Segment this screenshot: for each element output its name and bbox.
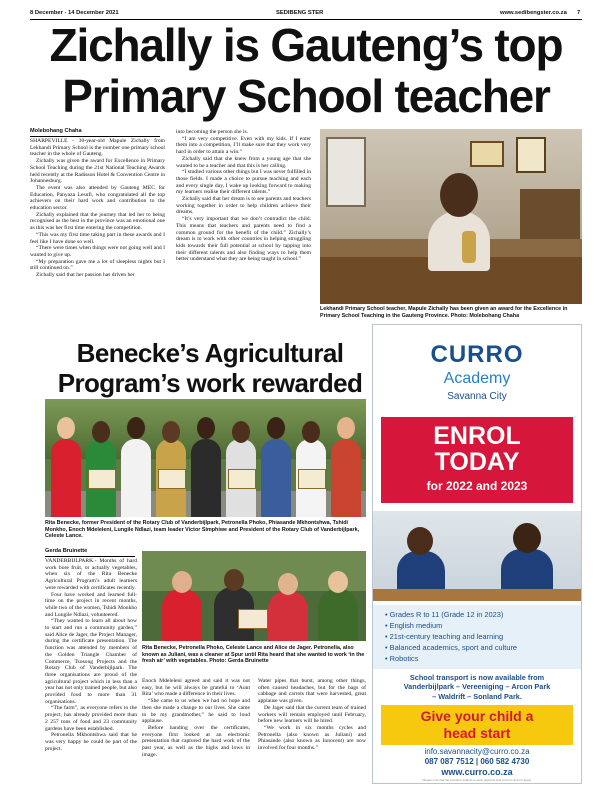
paragraph: Zichally said that she knew from a young age that she wanted to be a teacher and that this is her calling.	[176, 155, 311, 169]
ad-bullet-text: Robotics	[389, 654, 419, 663]
ad-website[interactable]: www.curro.co.za	[441, 767, 513, 777]
ad-fineprint: Please note that the brochure subject to early payment and Curro ts and c’s apply.	[422, 778, 532, 782]
header-date: 8 December - 14 December 2021	[30, 10, 119, 16]
photo-shelf	[520, 189, 580, 239]
curro-academy-label: Academy	[443, 370, 511, 387]
story2-headline-line2: Program’s work rewarded	[57, 368, 363, 398]
photo-certificate-1	[470, 141, 504, 167]
paragraph: VANDERBIJLPARK.- Months of hard work bore fruit, or actually vegetables, when six of the Rita Benecke Agricultural Program’s adult learners were rewarded with certificates recently.	[45, 558, 137, 591]
paragraph: “They wanted to learn all about how to start and run a community garden,” said Alice de Jager, the Project Manager, during the certificate presentation. The function was attended by members of the Golden Triangle Chamber of Commerce, Tsosong Projects and the Rotary Club of Vanderbijlpark. The three organisations are proud of the agricultural project which in less than a year has not only trained people, but also provided food to more than 31 organisations.	[45, 618, 137, 705]
paragraph: Water pipes that burst, among other things, often caused headaches, but for the bags of cabbage and carrots that were harvested, great applause was given.	[258, 678, 366, 705]
inset-photo-caption: Rita Benecke, Petronella Phoko, Celeste Lance and Alice de Jager. Petronella, also known as Juliani, was a cleaner at Spur until Rita heard that she wanted to work ‘in the fresh air’ with vegetables. Photo: Gerda Bruinette	[142, 645, 365, 665]
header-page-number: 7	[577, 10, 581, 16]
inset-person-1-body	[162, 589, 202, 641]
certificate-frame	[158, 469, 186, 489]
transport-line-3: – Waldrift – Sonland Park.	[432, 691, 522, 701]
story2-byline-rule	[45, 556, 135, 557]
paragraph: The event was also attended by Gauteng MEC for Education, Panyaza Lesufi, who congratulated all the top achievers on their hard work and contribution to the education sector.	[30, 184, 165, 212]
ad-bullet-text: Grades R to 11 (Grade 12 in 2023)	[389, 610, 504, 619]
header-paper-name: SEDIBENG STER	[276, 10, 324, 16]
story2-byline: Gerda Bruinette	[45, 548, 88, 554]
certificate-frame	[88, 469, 116, 489]
story2-column-3	[258, 678, 366, 752]
paragraph: “My preparation gave me a lot of sleepless nights but I still continued on.”	[30, 258, 165, 272]
bullet-icon: •	[385, 610, 390, 619]
enrol-years: for 2022 and 2023	[426, 479, 528, 493]
bullet-icon: •	[385, 632, 390, 641]
group-person-head	[197, 417, 215, 439]
group-person-body	[191, 439, 221, 517]
ad-bullet-item	[385, 620, 581, 631]
paragraph: “This was my first time taking part in these awards and I feel like I have done so well.	[30, 231, 165, 245]
paragraph: Four have worked and learned full-time on the project in recent months, while two of the women, Tshidi Monkho and Lungile Ndlazi, volunteered.	[45, 591, 137, 618]
inset-person-3-head	[278, 573, 298, 595]
story2-column-2	[142, 678, 250, 758]
transport-line-2: Vanderbijlpark – Vereeniging – Arcon Park	[403, 682, 551, 692]
teacher-photo	[320, 129, 582, 304]
group-person-head	[92, 421, 110, 443]
photo-teacher-head	[440, 173, 478, 217]
story2-headline	[30, 338, 390, 398]
transport-notice	[373, 673, 581, 701]
inset-person-3-body	[268, 591, 308, 641]
ad-bullet-text: 21st-century teaching and learning	[389, 632, 504, 641]
paragraph: “There were times when things were not going well and I wanted to give up.	[30, 245, 165, 258]
ad-bullet-text: English medium	[389, 621, 443, 630]
ad-bullet-item	[385, 653, 581, 664]
story2-column-1	[45, 558, 137, 752]
group-person-body	[331, 439, 361, 517]
paragraph: Zichally was given the award for Excellence in Primary School Teaching during the 21st National Teaching Awards held recently at the Radisson Hotel & Convention Centre in Johannesburg.	[30, 158, 165, 185]
enrol-line-2: TODAY	[434, 448, 520, 476]
group-person-head	[162, 421, 180, 443]
inset-certificate	[238, 609, 268, 629]
ad-bullets-panel	[373, 605, 581, 669]
curro-logo: CURRO	[430, 341, 524, 368]
story2-headline-line1: Benecke’s Agricultural	[76, 338, 344, 368]
paragraph: Before handing over the certificates, everyone first looked at an electronic presentation that captured the hard work of the past year, as well as the highs and lows in image.	[142, 724, 250, 758]
paragraph: Zichally said that her passion has driven her	[36, 272, 135, 279]
cta-line-2: head start	[443, 725, 511, 741]
enrol-banner	[381, 417, 573, 503]
paragraph: “The farm”, as everyone refers to the project, has already provided more than 2 257 tons of food and 23 community gardens have been established.	[45, 705, 137, 732]
paragraph: Zichally explained that the journey that led her to being recognised as the best in the province was an emotional one as this was her first time entering the competition.	[30, 211, 165, 232]
inset-person-4-head	[328, 571, 348, 593]
inset-person-1-head	[172, 571, 192, 593]
ad-bullet-item	[385, 631, 581, 642]
story1-column-1	[30, 138, 165, 279]
group-person-body	[121, 439, 151, 517]
curro-campus-label: Savanna City	[447, 391, 507, 402]
child-2-head	[513, 523, 541, 553]
paragraph: “I studied various other things but I was never fulfilled in those fields. I made a choice to pursue teaching and each and every single day, I wake up looking forward to making my learners realise their different talents.”	[176, 169, 311, 196]
bullet-icon: •	[385, 643, 390, 652]
paragraph: Enoch Mdeleleni agreed and said it was not easy, but he will always be grateful to ‘Aunt Rita’ who made a difference in their lives.	[142, 678, 250, 698]
paragraph: “I am very competitive. Even with my kids. If I enter them into a competition, I’ll make sure that they work very hard in order to attain a win.”	[176, 135, 311, 156]
enrol-line-1: ENROL	[433, 422, 521, 450]
group-person-head	[267, 417, 285, 439]
paragraph: “She came to us when we had no hope and then she made a change to our lives. She came to be my grandmother,” he said to loud applause.	[142, 698, 250, 725]
ad-bullet-item	[385, 609, 581, 620]
group-photo	[45, 399, 366, 517]
bullet-icon: •	[385, 654, 390, 663]
ad-phones[interactable]: 087 087 7512 | 060 582 4730	[424, 757, 530, 766]
inset-person-2-head	[224, 569, 244, 591]
photo-teacher-body	[428, 211, 490, 271]
certificate-frame	[298, 469, 326, 489]
group-person-body	[261, 439, 291, 517]
ad-bullet-list	[373, 605, 581, 664]
bullet-icon: •	[385, 621, 390, 630]
ad-children-photo	[373, 511, 581, 601]
group-person-head	[127, 417, 145, 439]
group-person-head	[232, 421, 250, 443]
paragraph: Zichally said that her dream is to see parents and teachers working together in order to help children achieve their dreams.	[176, 196, 311, 216]
story1-column-2	[176, 129, 311, 263]
paragraph: SHARPEVILLE - 30-year-old Mapule Zichally from Lekhandi Primary School is the number one primary school teacher in the whole of Gauteng.	[30, 138, 165, 158]
cta-line-1: Give your child a	[420, 708, 534, 724]
group-photo-caption: Rita Benecke, former President of the Rotary Club of Vanderbijlpark, Petronella Phoko, Phiasande Mkhontshwa, Tshidi Monkho, Enoch Mdeleleni, Lungile Ndlazi, team leader Victor Simphiwe and President of the Rotary Club of Vanderbijlpark, Celeste Lance.	[45, 520, 360, 540]
story1-headline-line2: Primary School teacher	[62, 70, 550, 122]
transport-line-1: School transport is now available from	[409, 673, 545, 682]
child-1-head	[407, 527, 433, 555]
inset-photo	[142, 551, 366, 641]
paragraph: De Jager said that the current team of trained workers will remain employed until February, before new learners will be hired.	[258, 704, 366, 725]
paragraph: into becoming the person she is.	[176, 129, 249, 135]
paragraph: “We work in six months cycles and Petronella (also known as Juliani) and Phiasande (also known as Innocent) are now involved for four months.”	[258, 724, 366, 752]
group-person-head	[57, 417, 75, 439]
photo-award	[462, 231, 476, 263]
certificate-frame	[228, 469, 256, 489]
paragraph: “It’s very important that we don’t contradict the child. This means that teachers and parents need to find a common ground for the benefit of the child.” Zichally’s dream is to work with other countries in helping struggling kids towards their full potential at school by tapping into their different talents and also finding ways to help them better understand what they are being taught in school.”	[176, 216, 311, 263]
story1-byline-rule	[30, 136, 160, 137]
photo-window	[326, 137, 366, 207]
ad-email[interactable]: info.savannacity@curro.co.za	[424, 747, 530, 756]
curro-advert[interactable]	[372, 324, 582, 784]
ad-desk	[373, 589, 581, 601]
story1-headline	[30, 20, 582, 122]
story1-byline: Molebohang Chaha	[30, 128, 82, 134]
group-person-body	[51, 439, 81, 517]
teacher-photo-caption: Lekhandi Primary School teacher, Mapule Zichally has been given an award for the Excellence in Primary School Teaching in the Gauteng Province. Photo: Molebohang Chaha	[320, 306, 568, 319]
group-person-head	[337, 417, 355, 439]
cta-banner	[381, 705, 573, 745]
ad-bullet-item	[385, 642, 581, 653]
group-person-head	[302, 421, 320, 443]
photo-certificate-2	[516, 137, 546, 173]
header-website: www.sedibengster.co.za	[500, 10, 567, 16]
ad-bullet-text: Balanced academics, sport and culture	[389, 643, 518, 652]
paragraph: Petronella Mkhontshwa said that he was very happy he could be part of the project.	[45, 732, 137, 752]
inset-person-4-body	[318, 589, 358, 641]
story1-headline-line1: Zichally is Gauteng’s top	[49, 19, 563, 71]
